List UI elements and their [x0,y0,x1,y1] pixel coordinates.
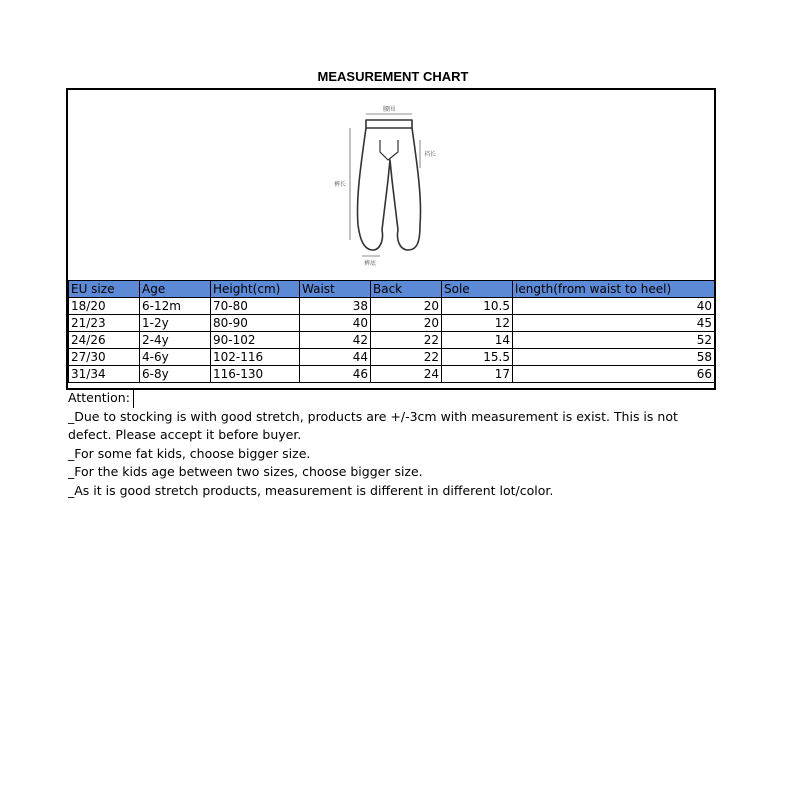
header-age: Age [140,281,211,298]
note-line: defect. Please accept it before buyer. [68,427,302,442]
cell-height: 102-116 [211,349,300,366]
note-line: _For some fat kids, choose bigger size. [68,445,311,461]
header-back: Back [371,281,442,298]
table-row [69,298,715,315]
header-waist: Waist [300,281,371,298]
cell-eu-size: 24/26 [69,332,140,349]
table-row [69,332,715,349]
cell-waist: 46 [300,366,371,383]
cell-waist: 44 [300,349,371,366]
cell-age: 6-12m [140,298,211,315]
cell-age: 6-8y [140,366,211,383]
cell-length: 40 [513,298,715,315]
table-row [69,315,715,332]
cell-length: 58 [513,349,715,366]
cell-length: 66 [513,366,715,383]
header-eu-size: EU size [69,281,140,298]
table-header-row [69,281,715,298]
cell-sole: 14 [442,332,513,349]
note-line: _As it is good stretch products, measurement is different in different lot/color. [68,482,554,498]
size-table [68,280,715,383]
cell-eu-size: 18/20 [69,298,140,315]
diagram-label-rise: 裆长 [424,151,437,158]
cell-eu-size: 31/34 [69,366,140,383]
diagram-label-sole: 裤底 [364,260,377,267]
cell-age: 1-2y [140,315,211,332]
diagram-label-length: 裤长 [334,181,347,188]
cell-age: 4-6y [140,349,211,366]
attention-heading: Attention: [68,389,134,408]
attention-notes [68,389,728,500]
cell-eu-size: 27/30 [69,349,140,366]
cell-height: 80-90 [211,315,300,332]
cell-waist: 38 [300,298,371,315]
tights-diagram [68,90,714,280]
header-sole: Sole [442,281,513,298]
note-line: _Due to stocking is with good stretch, products are +/-3cm with measurement is exist. This is not [68,408,678,424]
cell-sole: 17 [442,366,513,383]
header-length: length(from waist to heel) [513,281,715,298]
diagram-label-waist: 腰围 [382,106,396,113]
measurement-frame [66,88,716,390]
cell-back: 22 [371,332,442,349]
chart-title: MEASUREMENT CHART [317,69,469,84]
tights-crotch [380,140,398,160]
cell-length: 45 [513,315,715,332]
cell-eu-size: 21/23 [69,315,140,332]
cell-back: 24 [371,366,442,383]
cell-length: 52 [513,332,715,349]
cell-sole: 10.5 [442,298,513,315]
cell-back: 22 [371,349,442,366]
cell-height: 90-102 [211,332,300,349]
cell-waist: 40 [300,315,371,332]
table-row [69,349,715,366]
cell-sole: 12 [442,315,513,332]
cell-height: 70-80 [211,298,300,315]
cell-waist: 42 [300,332,371,349]
header-height: Height(cm) [211,281,300,298]
tights-outline [357,128,420,250]
tights-waistband [366,120,412,128]
cell-height: 116-130 [211,366,300,383]
cell-age: 2-4y [140,332,211,349]
cell-sole: 15.5 [442,349,513,366]
cell-back: 20 [371,298,442,315]
note-line: _For the kids age between two sizes, choose bigger size. [68,464,423,479]
cell-back: 20 [371,315,442,332]
table-row [69,366,715,383]
